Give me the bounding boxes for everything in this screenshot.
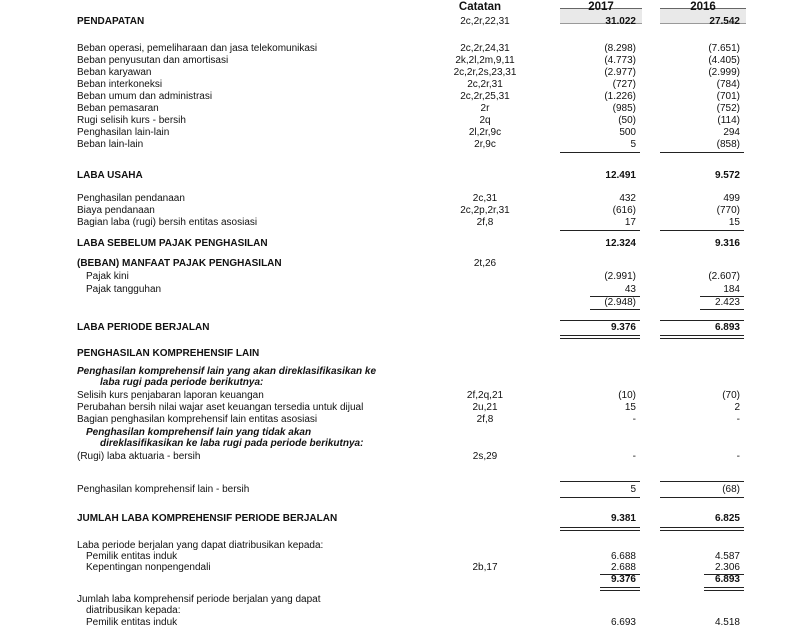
row-note: 2l,2r,9c	[468, 127, 502, 138]
row-note: 2f,8	[476, 217, 494, 228]
row-note: 2c,2r,31	[467, 79, 503, 90]
row-note: 2k,2l,2m,9,11	[455, 55, 515, 66]
pendapatan-label: PENDAPATAN	[77, 16, 145, 27]
table-row	[0, 451, 800, 463]
pajak-total-2017: (2.948)	[604, 297, 636, 308]
row-note: 2r,9c	[474, 139, 496, 150]
row-2016: (2.999)	[708, 67, 740, 78]
row-label: Biaya pendanaan	[77, 205, 155, 216]
table-row	[0, 414, 800, 426]
row-oci-net	[0, 484, 800, 496]
row-oci-title	[0, 348, 800, 360]
table-row	[0, 127, 800, 139]
row-label: Beban umum dan administrasi	[77, 91, 213, 102]
col-header-2016: 2016	[690, 1, 716, 13]
row-label: Rugi selisih kurs - bersih	[77, 115, 186, 126]
row-label: Beban lain-lain	[77, 139, 144, 150]
row-label: Beban karyawan	[77, 67, 152, 78]
row-note: 2r	[480, 103, 490, 114]
row-2017: (1.226)	[604, 91, 636, 102]
row-2017: (8.298)	[604, 43, 636, 54]
attrib-title: Laba periode berjalan yang dapat diatribusikan kepada:	[77, 540, 324, 551]
rule-2017	[560, 481, 640, 482]
table-row	[0, 402, 800, 414]
row-label: (Rugi) laba aktuaria - bersih	[77, 451, 201, 462]
row-label: Beban penyusutan dan amortisasi	[77, 55, 229, 66]
pendapatan-2017: 31.022	[605, 16, 636, 27]
row-note: 2u,21	[472, 402, 498, 413]
attrib-comp-title-1: Jumlah laba komprehensif periode berjalan yang dapat	[77, 594, 321, 605]
pajak-tangguhan-2016: 184	[723, 284, 740, 295]
underline-2017	[590, 309, 640, 310]
laba-usaha-2017: 12.491	[605, 170, 636, 181]
row-pajak-total	[0, 297, 800, 309]
attrib-induk-2017: 6.688	[610, 551, 636, 562]
attrib-induk-2016: 4.587	[714, 551, 740, 562]
underline-2016	[660, 230, 744, 231]
row-attrib-comp-title	[0, 605, 800, 617]
row-2017: -	[632, 451, 636, 462]
row-jumlah-laba	[0, 513, 800, 525]
table-row	[0, 79, 800, 91]
attrib-nonpengendali-label: Kepentingan nonpengendali	[86, 562, 211, 573]
pajak-tangguhan-label: Pajak tangguhan	[86, 284, 162, 295]
pajak-label: (BEBAN) MANFAAT PAJAK PENGHASILAN	[77, 258, 282, 269]
pajak-kini-2017: (2.991)	[604, 271, 636, 282]
table-row	[0, 67, 800, 79]
row-label: Selisih kurs penjabaran laporan keuangan	[77, 390, 264, 401]
oci-net-label: Penghasilan komprehensif lain - bersih	[77, 484, 250, 495]
row-2016: (7.651)	[708, 43, 740, 54]
row-attrib-total	[0, 574, 800, 586]
row-label: Penghasilan pendanaan	[77, 193, 185, 204]
double-rule-2016	[660, 335, 744, 339]
attrib-induk-label: Pemilik entitas induk	[86, 551, 178, 562]
row-laba-usaha	[0, 170, 800, 182]
row-pendapatan	[0, 16, 800, 28]
table-row	[0, 390, 800, 402]
jumlah-laba-2016: 6.825	[714, 513, 740, 524]
rule-2017	[560, 497, 640, 498]
row-note: 2c,31	[472, 193, 498, 204]
laba-usaha-2016: 9.572	[714, 170, 740, 181]
oci-net-2016: (68)	[722, 484, 740, 495]
underline-2017	[560, 230, 640, 231]
oci-noreclass-heading-2: direklasifikasikan ke laba rugi pada periode berikutnya:	[100, 438, 364, 449]
row-2017: (727)	[612, 79, 636, 90]
row-note: 2f,2q,21	[466, 390, 504, 401]
row-2016: 499	[723, 193, 740, 204]
double-rule-2016	[660, 527, 744, 531]
laba-sebelum-2016: 9.316	[714, 238, 740, 249]
row-label: Penghasilan lain-lain	[77, 127, 170, 138]
attrib-total-2016: 6.893	[714, 574, 740, 585]
attrib-total-2017: 9.376	[610, 574, 636, 585]
table-row	[0, 115, 800, 127]
oci-title: PENGHASILAN KOMPREHENSIF LAIN	[77, 348, 260, 359]
table-row	[0, 139, 800, 151]
row-2016: (70)	[722, 390, 740, 401]
row-2017: (4.773)	[604, 55, 636, 66]
rule-2016	[660, 320, 744, 321]
row-label: Beban interkoneksi	[77, 79, 163, 90]
jumlah-laba-label: JUMLAH LABA KOMPREHENSIF PERIODE BERJALAN	[77, 513, 338, 524]
table-row	[0, 217, 800, 229]
pendapatan-2016: 27.542	[709, 16, 740, 27]
rule-2016	[660, 497, 744, 498]
row-2017: (2.977)	[604, 67, 636, 78]
double-rule-2016	[704, 587, 744, 591]
pendapatan-note: 2c,2r,22,31	[460, 16, 510, 27]
row-2016: 294	[723, 127, 740, 138]
row-2016: (114)	[717, 115, 740, 126]
oci-noreclass-heading-1: Penghasilan komprehensif lain yang tidak akan	[86, 427, 312, 438]
laba-sebelum-label: LABA SEBELUM PAJAK PENGHASILAN	[77, 238, 268, 249]
jumlah-laba-2017: 9.381	[610, 513, 636, 524]
rule-2016	[660, 481, 744, 482]
attrib-comp-induk-label: Pemilik entitas induk	[86, 617, 178, 628]
attrib-nonpengendali-2017: 2.688	[610, 562, 636, 573]
row-label: Bagian laba (rugi) bersih entitas asosiasi	[77, 217, 258, 228]
row-attrib-comp-induk	[0, 617, 800, 629]
row-2016: (858)	[716, 139, 740, 150]
row-label: Beban pemasaran	[77, 103, 159, 114]
row-2016: 2	[734, 402, 740, 413]
row-2016: (784)	[716, 79, 740, 90]
laba-usaha-label: LABA USAHA	[77, 170, 143, 181]
row-note: 2c,2r,2s,23,31	[453, 67, 517, 78]
row-2017: 5	[630, 139, 636, 150]
row-note: 2c,2p,2r,31	[460, 205, 510, 216]
row-2017: (985)	[612, 103, 636, 114]
row-2016: (752)	[716, 103, 740, 114]
row-note: 2c,2r,24,31	[460, 43, 510, 54]
laba-periode-2016: 6.893	[714, 322, 740, 333]
laba-periode-2017: 9.376	[610, 322, 636, 333]
oci-reclass-heading-1: Penghasilan komprehensif lain yang akan direklasifikasikan ke	[77, 366, 377, 377]
row-2016: (4.405)	[708, 55, 740, 66]
row-pajak-kini	[0, 271, 800, 283]
row-pajak-tangguhan	[0, 284, 800, 296]
row-2017: (616)	[612, 205, 636, 216]
underline-2016	[660, 152, 744, 153]
row-note: 2c,2r,25,31	[460, 91, 510, 102]
row-2016: -	[736, 414, 740, 425]
attrib-comp-induk-2017: 6.693	[610, 617, 636, 628]
oci-net-2017: 5	[630, 484, 636, 495]
row-label: Bagian penghasilan komprehensif lain entitas asosiasi	[77, 414, 318, 425]
col-header-2017: 2017	[588, 1, 614, 13]
underline-2016	[700, 309, 744, 310]
pajak-tangguhan-2017: 43	[624, 284, 636, 295]
row-pajak-heading	[0, 258, 800, 270]
laba-periode-label: LABA PERIODE BERJALAN	[77, 322, 210, 333]
row-2017: (50)	[618, 115, 636, 126]
table-row	[0, 193, 800, 205]
table-row	[0, 103, 800, 115]
row-oci-reclass-heading	[0, 377, 800, 389]
attrib-comp-title-2: diatribusikan kepada:	[86, 605, 181, 616]
row-label: Perubahan bersih nilai wajar aset keuangan tersedia untuk dijual	[77, 402, 364, 413]
double-rule-2017	[560, 527, 640, 531]
pajak-total-2016: 2.423	[714, 297, 740, 308]
double-rule-2017	[560, 335, 640, 339]
pajak-kini-label: Pajak kini	[86, 271, 129, 282]
row-2017: -	[632, 414, 636, 425]
row-2016: (701)	[716, 91, 740, 102]
col-header-note: Catatan	[458, 1, 502, 13]
row-attrib-nonpengendali	[0, 562, 800, 574]
row-note: 2s,29	[472, 451, 498, 462]
row-note: 2f,8	[476, 414, 494, 425]
row-2017: (10)	[618, 390, 636, 401]
laba-sebelum-2017: 12.324	[605, 238, 636, 249]
underline-2017	[560, 152, 640, 153]
table-row	[0, 43, 800, 55]
row-laba-periode	[0, 322, 800, 334]
table-row	[0, 205, 800, 217]
attrib-nonpengendali-2016: 2.306	[714, 562, 740, 573]
row-2016: 15	[728, 217, 740, 228]
rule-2017	[560, 320, 640, 321]
oci-reclass-heading-2: laba rugi pada periode berikutnya:	[100, 377, 264, 388]
attrib-nonpengendali-note: 2b,17	[472, 562, 498, 573]
table-row	[0, 55, 800, 67]
row-note: 2q	[479, 115, 491, 126]
row-2017: 432	[619, 193, 636, 204]
row-2016: -	[736, 451, 740, 462]
row-2016: (770)	[716, 205, 740, 216]
row-laba-sebelum-pajak	[0, 238, 800, 250]
row-2017: 500	[619, 127, 636, 138]
pajak-kini-2016: (2.607)	[708, 271, 740, 282]
double-rule-2017	[600, 587, 640, 591]
row-2017: 15	[624, 402, 636, 413]
pajak-note: 2t,26	[473, 258, 497, 269]
table-row	[0, 91, 800, 103]
attrib-comp-induk-2016: 4.518	[714, 617, 740, 628]
row-2017: 17	[624, 217, 636, 228]
row-label: Beban operasi, pemeliharaan dan jasa telekomunikasi	[77, 43, 318, 54]
row-oci-noreclass-heading	[0, 438, 800, 450]
